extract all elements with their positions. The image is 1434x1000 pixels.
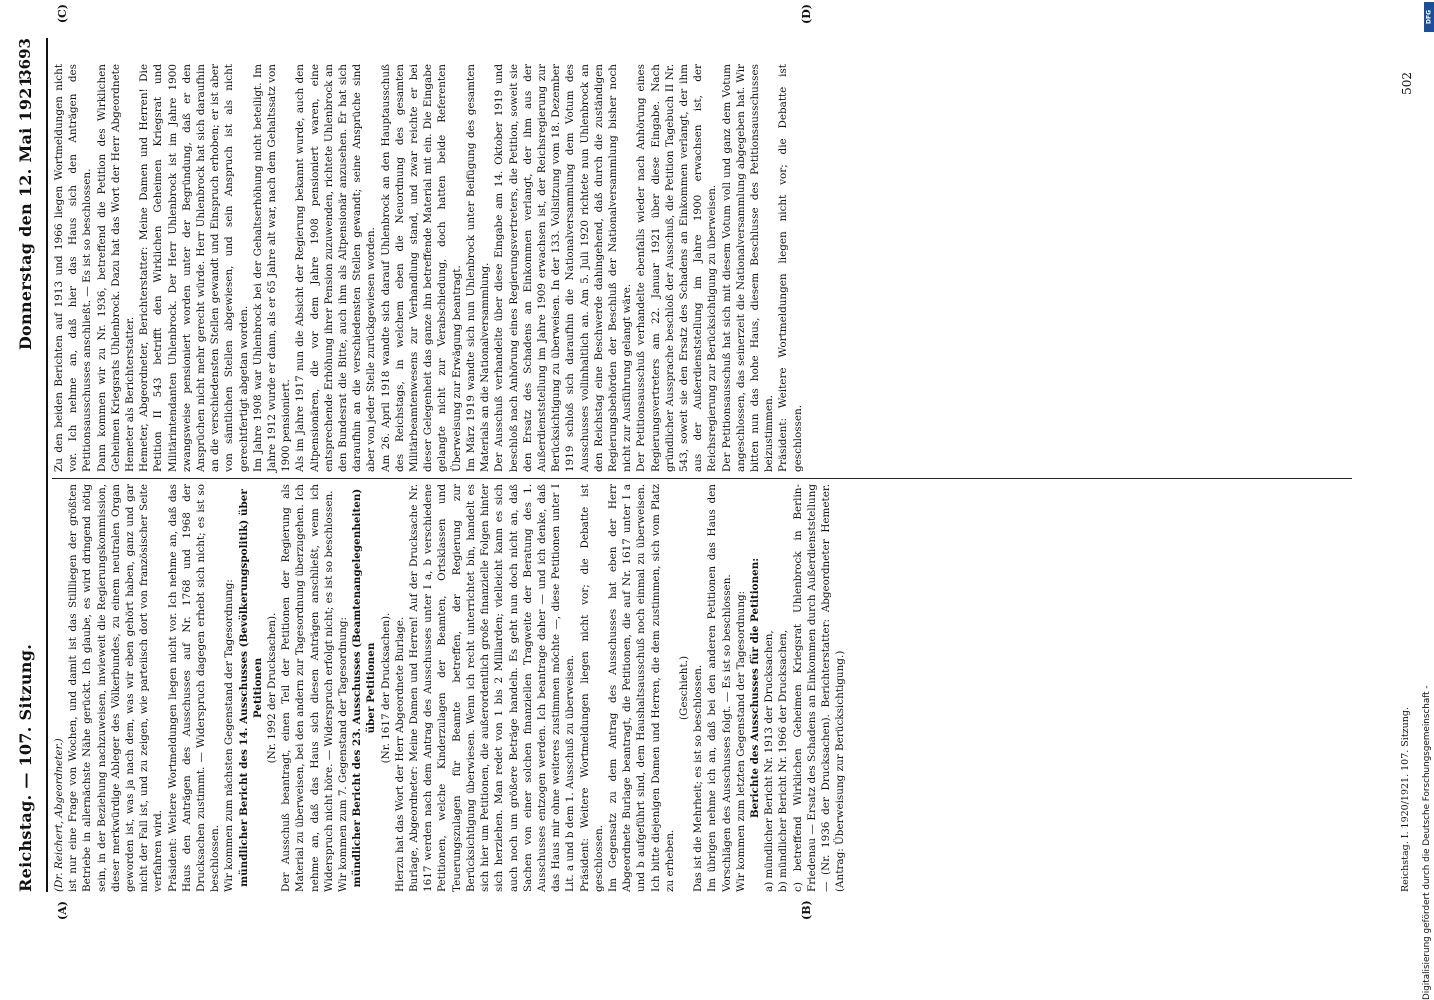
stage-direction: (Geschieht.): [677, 655, 690, 721]
paragraph: Das ist die Mehrheit; es ist so beschlossen.: [692, 664, 705, 892]
left-column: [52, 484, 847, 892]
right-column: [52, 64, 805, 472]
column-divider: [52, 478, 1352, 479]
margin-marker-c: (C): [56, 4, 69, 24]
agenda-heading: mündlicher Bericht des 14. Ausschusses (Bevölkerungspolitik) über Petitionen: [237, 489, 264, 887]
agenda-subheading: (Nr. 1992 der Drucksachen).: [266, 612, 279, 764]
paragraph: Wir kommen zum letzten Gegenstand der Tagesordnung:: [734, 590, 747, 892]
paragraph: Der Petitionsausschuß verhandelte ebenfalls wieder nach Anhörung eines Regierungsvertreters am 22. Januar 1921 über diese Eingabe. Nach gründlicher Aussprache beschloß der Ausschuß, die Petition Tagebuch II Nr. 543, soweit sie den Ersatz des Schadens an Einkommen verlangt, der ihm aus der Außerdienststellung im Jahre 1900 erwachsen ist, der Reichsregierung zur Berücksichtigung zu überweisen.: [635, 64, 719, 472]
paragraph: Wir kommen zum 7. Gegenstand der Tagesordnung:: [337, 617, 350, 892]
list-item: a) mündlicher Bericht Nr. 1913 der Drucksachen,: [763, 630, 776, 892]
paragraph: Präsident: Weitere Wortmeldungen liegen nicht vor; die Debatte ist geschlossen.: [578, 484, 605, 892]
paragraph: Wir kommen zum nächsten Gegenstand der Tagesordnung:: [223, 579, 236, 892]
agenda-heading: Berichte des Ausschusses für die Petitionen:: [748, 557, 761, 819]
paragraph: Als im Jahre 1917 nun die Absicht der Regierung bekannt wurde, auch den Altpensionären, die vor dem Jahre 1908 pensioniert waren, eine entsprechende Erhöhung ihrer Pension zuzuwenden, richtete Uhlenbrock an den Bundesrat die Bitte, auch ihm als Altpensionär anzusehen. Er hat sich daraufhin an die verschiedensten Stellen gewandt; seine Ansprüche sind aber von jeder Stelle zurückgewiesen worden.: [294, 64, 378, 472]
paragraph: Im Gegensatz zu dem Antrag des Ausschusses hat eben der Herr Abgeordnete Burlage beantragt, die Petitionen, die auf Nr. 1617 unter I a und b aufgeführt sind, dem Haushaltsausschuß noch einmal zu überweisen. Ich bitte diejenigen Damen und Herren, die dem zustimmen, sich vom Platz zu erheben.: [606, 484, 676, 892]
list-item: b) mündlicher Bericht Nr. 1966 der Drucksachen,: [777, 629, 790, 892]
paragraph: Dann kommen wir zu Nr. 1936, betreffend die Petition des Wirklichen Geheimen Kriegsrats Uhlenbrock. Dazu hat das Wort der Herr Abgeordnete Hemeter als Berichterstatter.: [95, 64, 137, 472]
paragraph: Burlage, Abgeordneter: Meine Damen und Herren! Auf der Drucksache Nr. 1617 werden nach dem Antrag des Ausschusses unter I a, b verschiedene Petitionen, welche Kinderzulagen der Beamten, Ortsklassen und Teuerungszulagen für Beamte betreffen, der Regierung zur Berücksichtigung überwiesen. Wenn ich recht unterrichtet bin, handelt es sich hier um Petitionen, die außerordentlich große finanzielle Folgen hinter sich herziehen. Man redet von 1 bis 2 Milliarden; vielleicht kann es sich auch noch um größere Beträge handeln. Es geht nun doch nicht an, daß Sachen von einer solchen finanziellen Tragweite der Beratung des 1. Ausschusses entzogen werden. Ich beantrage daher — und ich denke, daß das Haus mir ohne weiteres zustimmen möchte —, diese Petitionen unter I Lit. a und b dem 1. Ausschuß zu überweisen.: [408, 484, 577, 892]
page-header: [6, 38, 48, 892]
paragraph: Im übrigen nehme ich an, daß bei den anderen Petitionen das Haus den Vorschlägen des Ausschusses folgt. — Es ist so beschlossen.: [706, 484, 733, 892]
margin-marker-d: (D): [800, 4, 813, 24]
paragraph: Der Ausschuß verhandelte über diese Eingabe am 14. Oktober 1919 und beschloß nach Anhörung eines Regierungsvertreters, die Petition, soweit sie den Ersatz des Schadens an Einkommen verlangt, der ihm aus der Außerdienststellung im Jahre 1909 erwachsen ist, der Reichsregierung zur Berücksichtigung zu überweisen. In der 133. Vollsitzung vom 18. Dezember 1919 schloß sich daraufhin die Nationalversammlung dem Votum des Ausschusses vollinhaltlich an. Am 5. Juli 1920 richtete nun Uhlenbrock an den Reichstag eine Beschwerde dahingehend, daß durch die zuständigen Regierungsbehörden der Beschluß der Nationalversammlung bisher noch nicht zur Ausführung gelangt wäre.: [493, 64, 634, 472]
paragraph: Der Ausschuß beantragt, einen Teil der Petitionen der Regierung als Material zu überweisen, bei den andern zur Tagesordnung überzugehen. Ich nehme an, daß das Haus sich diesen Anträgen anschließt, wenn ich Widerspruch nicht höre. — Widerspruch erfolgt nicht; es ist so beschlossen.: [280, 484, 335, 892]
dfg-logo: DFG: [1424, 2, 1434, 32]
paragraph: Am 26. April 1918 wandte sich darauf Uhlenbrock an den Hauptausschuß des Reichstags, in welchem eben die Neuordnung des gesamten Militärbeamtenwesens zur Verhandlung stand, und zwar reichte er bei dieser Gelegenheit das ganze ihn betreffende Material mit ein. Die Eingabe gelangte nicht zur Verabschiedung, doch hatten beide Referenten Überweisung zur Erwägung beantragt.: [379, 64, 463, 472]
header-right: Donnerstag den 12. Mai 1921.: [16, 70, 35, 351]
margin-marker-a: (A): [56, 901, 69, 920]
agenda-heading: mündlicher Bericht des 23. Ausschusses (Beamtenangelegenheiten) über Petitionen: [351, 488, 378, 888]
paragraph: ist nur eine Frage von Wochen, und damit ist das Stillliegen der größten Betriebe in allernächste Nähe gerückt. Ich glaube, es wird dringend nötig sein, in der Beziehung nachzuweisen, inwieweit die Regierungskommission, dieser merkwürdige Ableger des Völkerbundes, zu einem neutralen Organ geworden ist, was ja nach dem, was wir eben gehört haben, ganz und gar nicht der Fall ist, und zu zeigen, wie parteiisch dort von französischer Seite verfahren wird.: [67, 484, 165, 892]
paragraph: Zu den beiden Berichten auf 1913 und 1966 liegen Wortmeldungen nicht vor. Ich nehme an, daß hier das Haus sich den Anträgen des Petitionsausschusses anschließt. — Es ist so beschlossen.: [53, 64, 94, 472]
paragraph: Präsident: Weitere Wortmeldungen liegen nicht vor. Ich nehme an, daß das Haus den Anträgen des Ausschusses auf Nr. 1768 und 1968 der Drucksachen zustimmt. — Widerspruch dagegen erhebt sich nicht; es ist so beschlossen.: [166, 484, 222, 892]
paragraph: Im März 1919 wandte sich nun Uhlenbrock unter Beifügung des gesamten Materials an die Nationalversammlung.: [464, 64, 492, 472]
digitization-note: Digitalisierung gefördert durch die Deutsche Forschungsgemeinschaft -: [1422, 685, 1432, 1000]
page-number: 3693: [16, 38, 34, 80]
footer-left: Reichstag. I. 1920/1921. 107. Sitzung.: [1400, 707, 1411, 892]
paragraph: Hierzu hat das Wort der Herr Abgeordnete Burlage.: [393, 616, 406, 892]
header-left: Reichstag. — 107. Sitzung.: [16, 643, 35, 892]
footer-page-number: 502: [1400, 72, 1414, 95]
paragraph: Präsident: Weitere Wortmeldungen liegen nicht vor; die Debatte ist geschlossen.: [777, 64, 804, 472]
speaker-note: (Dr. Reichert, Abgeordneter.): [53, 738, 65, 892]
margin-marker-b: (B): [800, 900, 813, 920]
paragraph: Im Jahre 1908 war Uhlenbrock bei der Gehaltserhöhung nicht beteiligt. Im Jahre 1912 wurde er dann, als er 65 Jahre alt war, nach dem Gehaltssatz von 1900 pensioniert.: [251, 64, 293, 472]
paragraph: Der Petitionsausschuß hat sich mit diesem Votum voll und ganz dem Votum angeschlossen, das seinerzeit die Nationalversammlung abgegeben hat. Wir bitten nun das hohe Haus, diesem Beschlusse des Petitionsausschusses beizustimmen.: [720, 64, 776, 472]
agenda-subheading: (Nr. 1617 der Drucksachen).: [379, 612, 392, 764]
list-item: c) betreffend Wirklichen Geheimen Kriegsrat Uhlenbrock in Berlin-Friedenau — Ersatz des Schadens an Einkommen durch Außerdienststellung — (Nr. 1936 der Drucksachen). Berichterstatter: Abgeordneter Hemeter. (Antrag: Überweisung zur Berücksichtigung.): [791, 484, 847, 892]
paragraph: Hemeter, Abgeordneter, Berichterstatter: Meine Damen und Herren! Die Petition II 543 betrifft den Wirklichen Geheimen Kriegsrat und Militärintendanten Uhlenbrock. Der Herr Uhlenbrock ist im Jahre 1900 zwangsweise pensioniert worden unter der Begründung, daß er den Ansprüchen nicht mehr gerecht würde. Herr Uhlenbrock hat sich daraufhin an die verschiedensten Stellen gewandt und Einspruch erhoben; er ist aber von sämtlichen Stellen abgewiesen, und sein Anspruch ist als nicht gerechtfertigt abgetan worden.: [138, 64, 250, 472]
